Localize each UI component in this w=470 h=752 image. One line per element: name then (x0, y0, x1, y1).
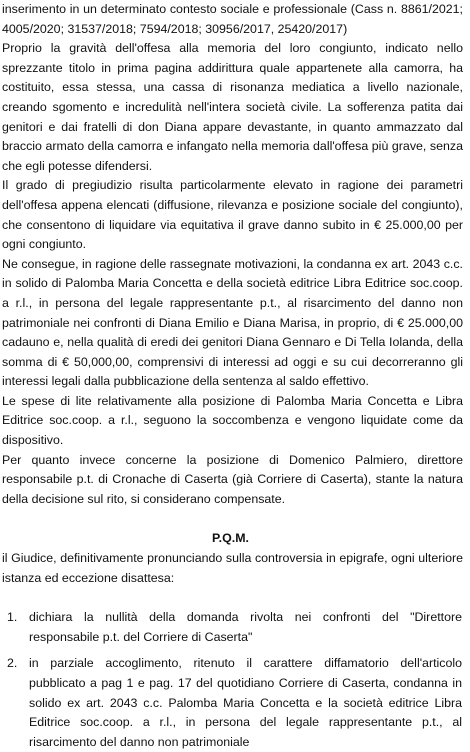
dispositivo-item (0, 654, 462, 752)
dispositivo-item (0, 608, 462, 647)
spacer (0, 588, 470, 608)
item-number: 1. (7, 610, 18, 625)
paragraph-costs: Le spese di lite relativamente alla posizione di Palomba Maria Concetta e Libra Editrice soc.coop. a r.l., seguono la soccombenza e vengono liquidate come da dispositivo. (2, 393, 463, 448)
pqm-intro: il Giudice, definitivamente pronunciando sulla controversia in epigrafe, ogni ulteriore istanza ed eccezione disattesa: (2, 551, 463, 585)
spacer (0, 509, 470, 529)
paragraph-precedents: inserimento in un determinato contesto sociale e professionale (Cass n. 8861/2021; 4005/2020; 31537/2018; 7594/2018; 30956/2017, 25420/2017) (2, 2, 463, 36)
paragraph-gravity: Proprio la gravità dell'offesa alla memoria del loro congiunto, indicato nello sprezzante titolo in prima pagina addirittura quale appartenete alla camorra, ha costituito, essa stessa, una cassa di risonanza mediatica a livello nazionale, creando sgomento e incredulità nell'intera società civile. La sofferenza patita dai genitori e dai fratelli di don Diana appare devastante, in quanto ammazzato dal braccio armato della camorra e infangato nella memoria dall'offesa più grave, senza che egli potesse difendersi. (2, 41, 463, 173)
paragraph-damage-degree: Il grado di pregiudizio risulta particolarmente elevato in ragione dei parametri dell'offesa appena elencati (diffusione, rilevanza e posizione sociale del congiunto), che consentono di liquidare via equitativa il grave danno subito in € 25.000,00 per ogni congiunto. (2, 178, 463, 252)
paragraph-condemnation: Ne consegue, in ragione delle rassegnate motivazioni, la condanna ex art. 2043 c.c. in solido di Palomba Maria Concetta e della società editrice Libra Editrice soc.coop. a r.l., in persona del legale rappresentante p.t., al risarcimento del danno non patrimoniale nei confronti di Diana Emilio e Diana Marisa, in proprio, di € 25.000,00 cadauno e, nella qualità di eredi dei genitori Diana Gennaro e Di Tella Iolanda, della somma di € 50,000,00, comprensivi di interessi ad oggi e su cui decorreranno gli interessi legali dalla pubblicazione della sentenza al saldo effettivo. (2, 256, 463, 389)
item-text: dichiara la nullità della domanda rivolta nei confronti del "Direttore responsabile p.t. del Corriere di Caserta" (29, 610, 462, 644)
item-number: 2. (7, 656, 18, 671)
dispositivo-list (0, 608, 470, 752)
pqm-heading: P.Q.M. (212, 531, 249, 546)
item-text: in parziale accoglimento, ritenuto il carattere diffamatorio dell'articolo pubblicato a pag 1 e pag. 17 del quotidiano Corriere di Caserta, condanna in solido ex art. 2043 c.c. Palomba Maria Concetta e la società editrice Libra Editrice soc.coop. a r.l., in persona del legale rappresentante p.t., al risarcimento del danno non patrimoniale (29, 656, 462, 749)
paragraph-palmiero: Per quanto invece concerne la posizione di Domenico Palmiero, direttore responsabile p.t. di Cronache di Caserta (già Corriere di Caserta), stante la natura della decisione sul rito, si considerano compensate. (2, 452, 463, 506)
